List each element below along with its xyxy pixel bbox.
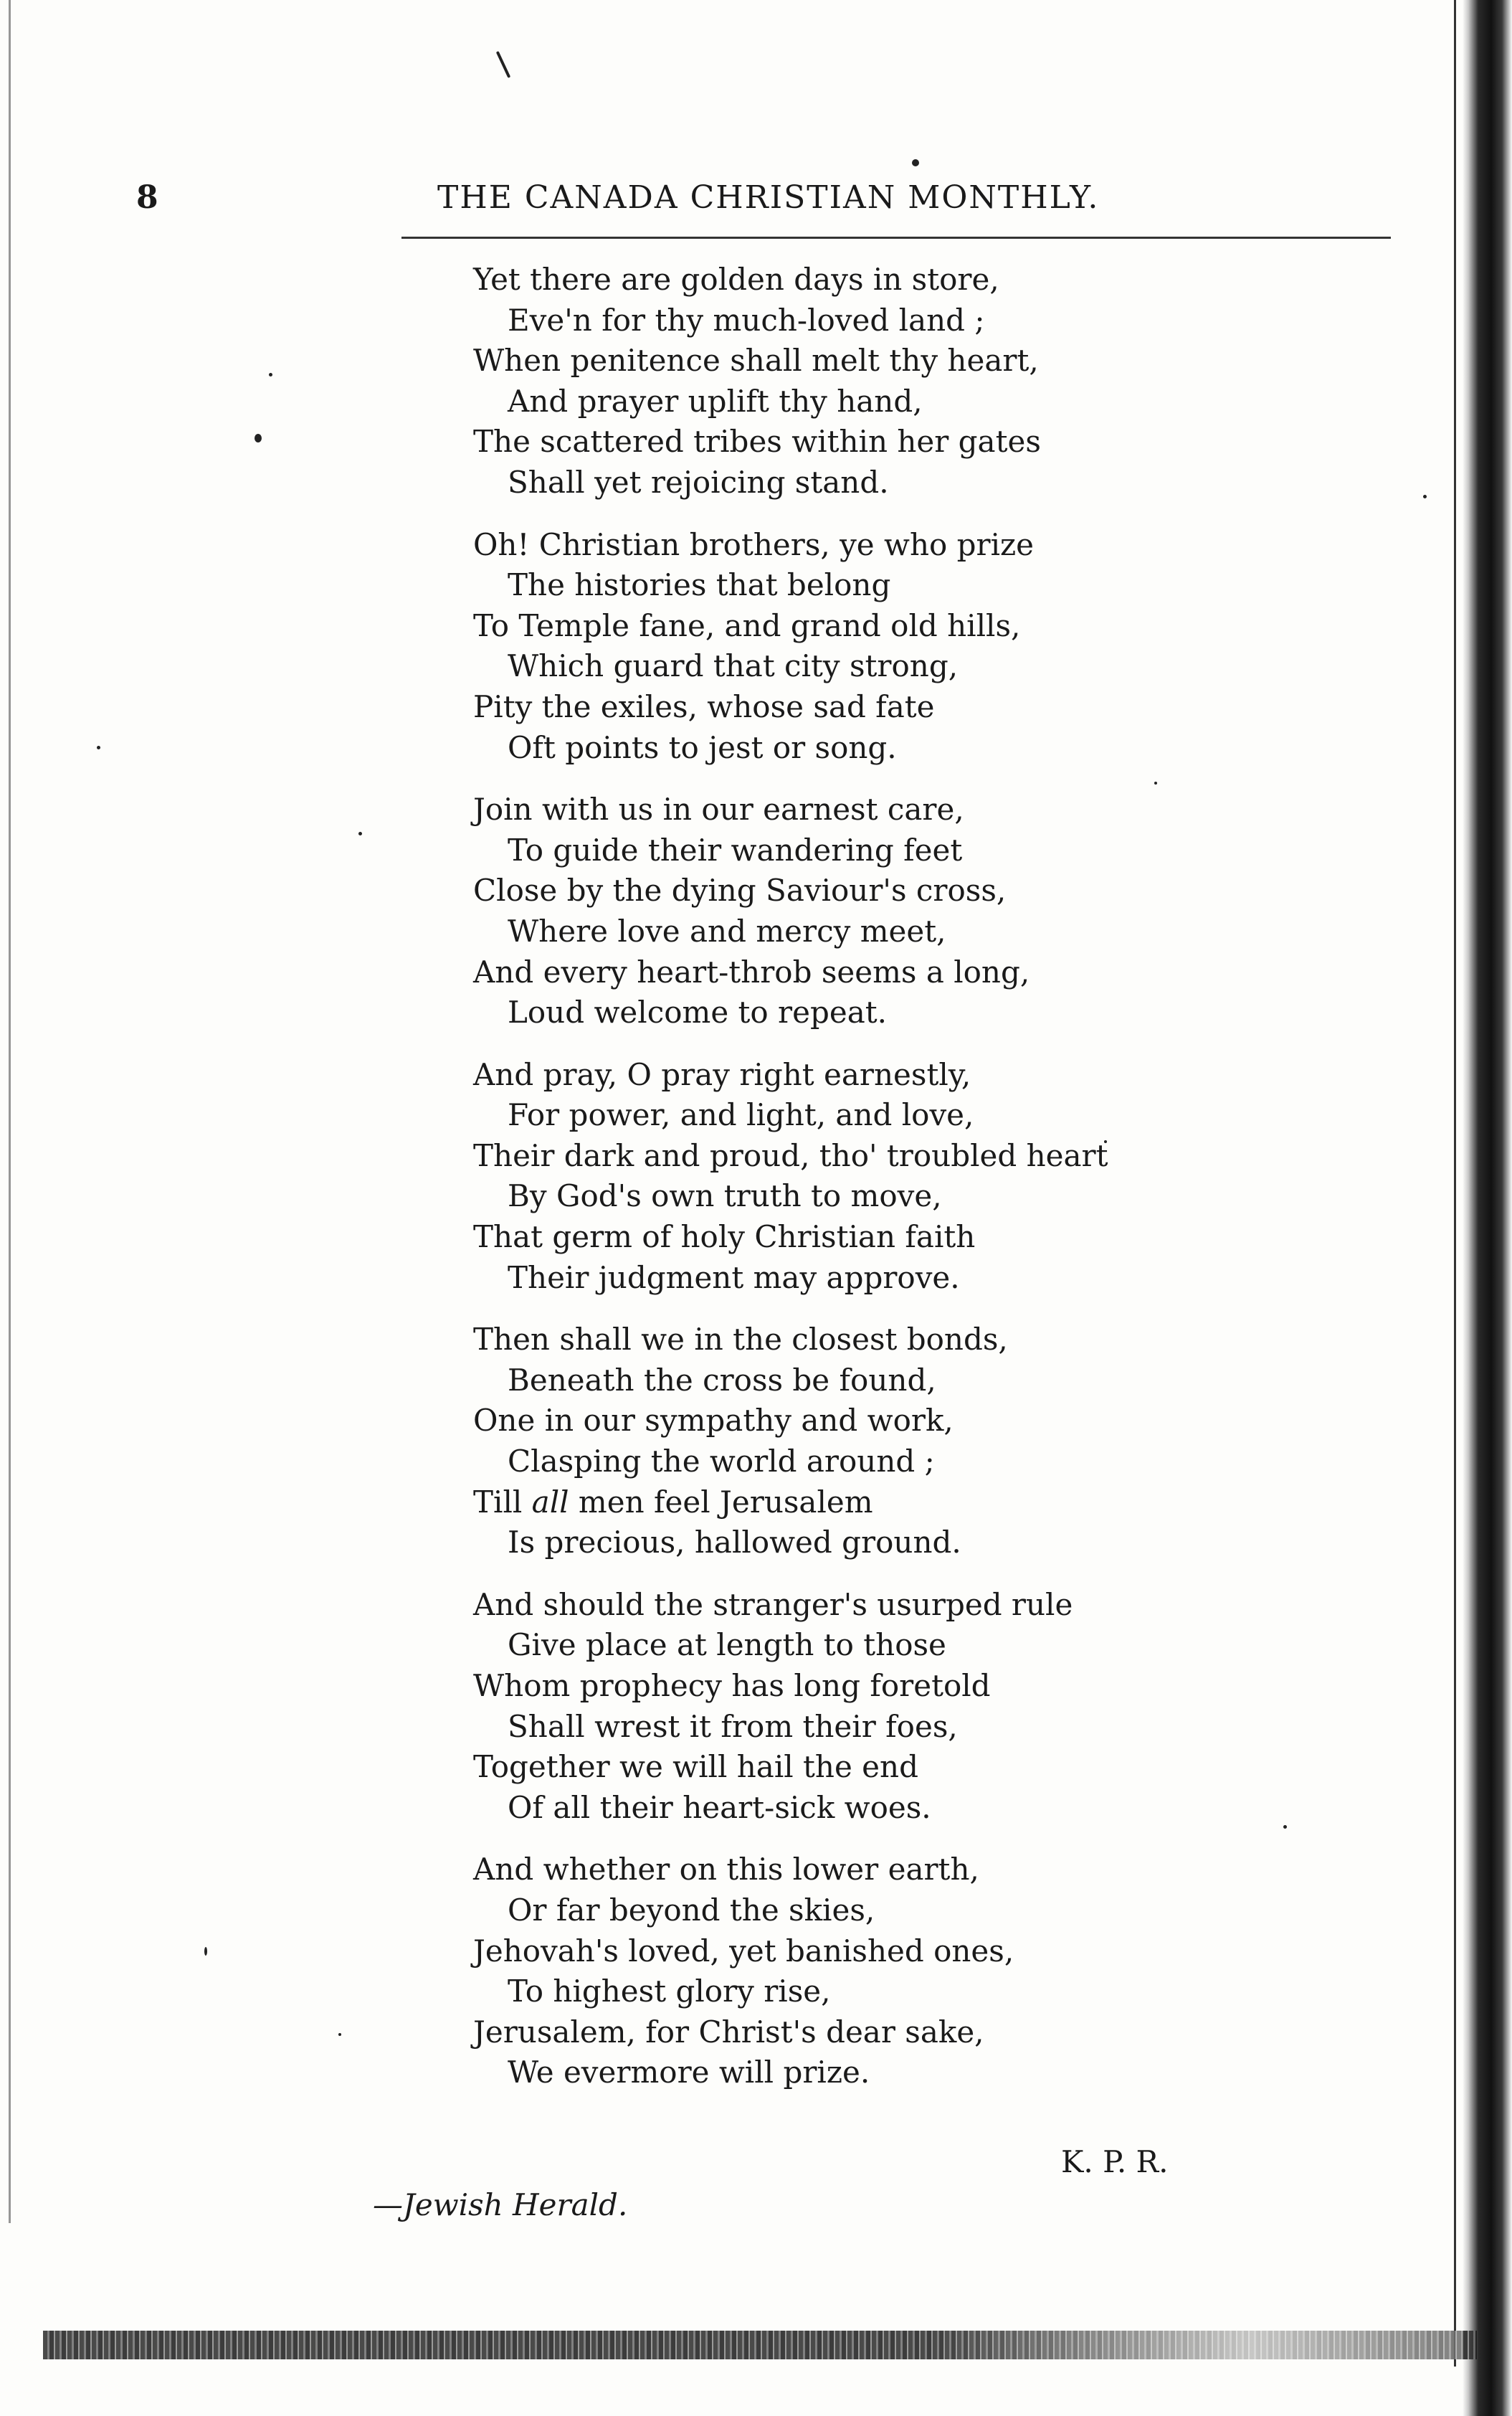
scan-speck	[1283, 1825, 1287, 1829]
scan-speck	[496, 51, 511, 78]
scan-speck	[1423, 495, 1427, 498]
poem-stanza	[473, 790, 1262, 1033]
poem-line: Jehovah's loved, yet banished ones,	[473, 1933, 1014, 1969]
poem-stanza	[473, 260, 1262, 503]
poem-line: Of all their heart-sick woes.	[508, 1789, 931, 1825]
scan-speck	[912, 159, 919, 166]
poem-stanza	[473, 1585, 1262, 1829]
poem-line: And every heart-throb seems a long,	[473, 954, 1030, 990]
poem-line: Eve'n for thy much-loved land ;	[508, 302, 985, 338]
poem-line: Is precious, hallowed ground.	[508, 1525, 961, 1560]
poem-line-text: Till	[473, 1484, 532, 1520]
scan-speck	[338, 2033, 341, 2036]
poem-line: Close by the dying Saviour's cross,	[473, 873, 1007, 909]
poem-line: One in our sympathy and work,	[473, 1403, 954, 1439]
poem-line: When penitence shall melt thy heart,	[473, 343, 1039, 379]
poem-line: Their dark and proud, tho' troubled heart	[473, 1137, 1108, 1173]
poem-line: The scattered tribes within her gates	[473, 424, 1041, 460]
poem-line: And pray, O pray right earnestly,	[473, 1056, 971, 1092]
scan-speck	[204, 1947, 207, 1956]
running-title: THE CANADA CHRISTIAN MONTHLY.	[437, 179, 1100, 216]
poem-line: To highest glory rise,	[508, 1974, 831, 2009]
page-header	[136, 179, 1111, 222]
poem-line: Their judgment may approve.	[508, 1259, 960, 1295]
poem-line: Oft points to jest or song.	[508, 729, 897, 765]
poem-line: Where love and mercy meet,	[508, 913, 946, 949]
header-rule	[401, 237, 1391, 239]
poem-line: Loud welcome to repeat.	[508, 995, 887, 1031]
poem-line: Then shall we in the closest bonds,	[473, 1322, 1008, 1358]
poem-stanza	[473, 1320, 1262, 1563]
poem-line: We evermore will prize.	[508, 2055, 870, 2090]
poem-line: Clasping the world around ;	[508, 1444, 935, 1479]
source-attribution: —Jewish Herald.	[373, 2187, 628, 2222]
poem-stanza	[473, 1849, 1262, 2093]
poem	[473, 260, 1262, 2115]
poem-stanza	[473, 1055, 1262, 1299]
poem-line: By God's own truth to move,	[508, 1178, 942, 1214]
left-binding-edge	[9, 0, 11, 2223]
poem-line: That germ of holy Christian faith	[473, 1219, 976, 1255]
poem-line: Whom prophecy has long foretold	[473, 1668, 991, 1703]
scan-speck	[269, 373, 272, 376]
scan-speck	[255, 434, 262, 442]
author-signature: K. P. R.	[1061, 2144, 1169, 2179]
poem-line: And whether on this lower earth,	[473, 1852, 979, 1887]
poem-line: Jerusalem, for Christ's dear sake,	[473, 2014, 984, 2050]
right-margin-line	[1454, 0, 1456, 2367]
page-number: 8	[136, 179, 158, 216]
poem-line: Which guard that city strong,	[508, 648, 959, 684]
poem-line: To guide their wandering feet	[508, 832, 963, 868]
poem-line: Pity the exiles, whose sad fate	[473, 688, 935, 724]
scan-speck	[358, 832, 362, 835]
poem-line: And prayer uplift thy hand,	[508, 383, 923, 419]
poem-line: To Temple fane, and grand old hills,	[473, 607, 1021, 643]
scan-speck	[97, 746, 100, 749]
poem-line: Give place at length to those	[508, 1627, 946, 1663]
poem-line: And should the stranger's usurped rule	[473, 1586, 1073, 1622]
poem-line: Join with us in our earnest care,	[473, 792, 964, 828]
poem-line-text: men feel Jerusalem	[569, 1484, 873, 1520]
poem-line: The histories that belong	[508, 567, 891, 603]
poem-line: Shall yet rejoicing stand.	[508, 464, 889, 500]
poem-line: Shall wrest it from their foes,	[508, 1708, 958, 1744]
poem-line: Yet there are golden days in store,	[473, 262, 999, 297]
poem-line	[473, 1482, 1262, 1523]
right-scan-edge	[1463, 0, 1512, 2416]
poem-stanza	[473, 525, 1262, 769]
poem-line: Together we will hail the end	[473, 1749, 918, 1785]
poem-line: Or far beyond the skies,	[508, 1892, 875, 1928]
bottom-scan-strip-fade	[932, 2331, 1463, 2359]
poem-line-emphasis: all	[531, 1484, 569, 1520]
poem-line: For power, and light, and love,	[508, 1097, 974, 1133]
poem-line: Beneath the cross be found,	[508, 1362, 936, 1398]
poem-line: Oh! Christian brothers, ye who prize	[473, 526, 1035, 562]
